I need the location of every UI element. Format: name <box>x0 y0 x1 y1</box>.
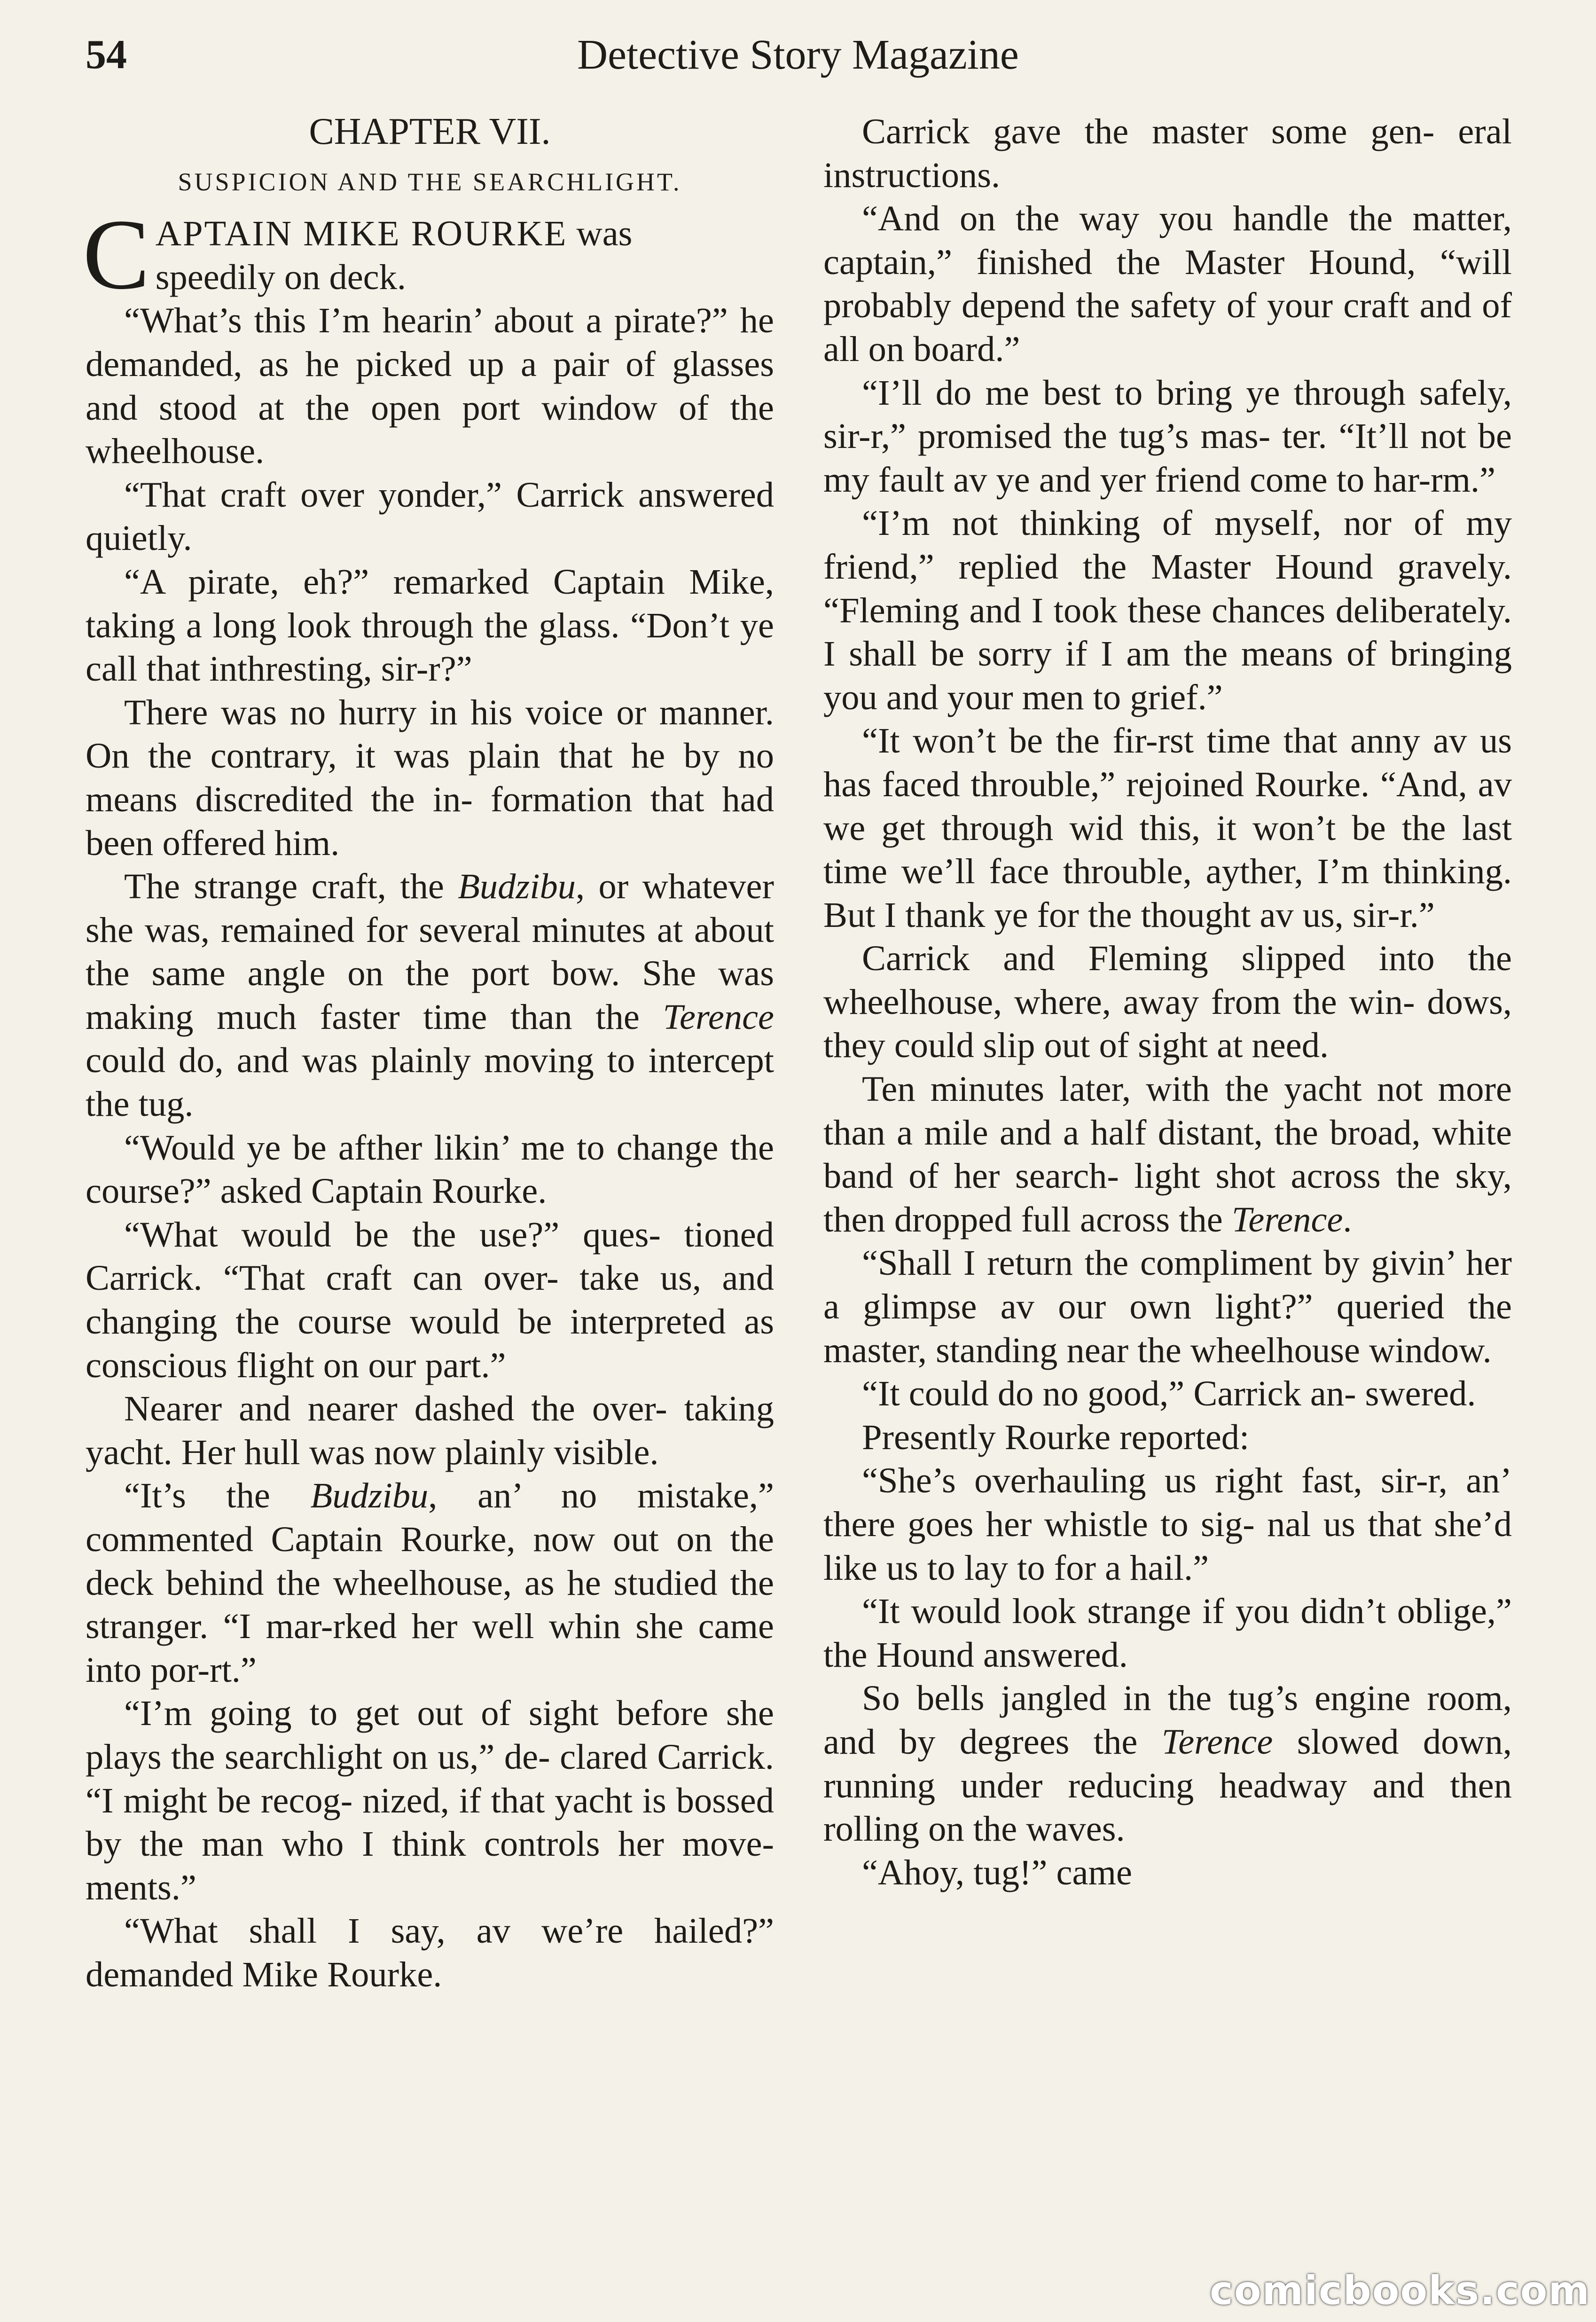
paragraph: So bells jangled in the tug’s engine room, and by degrees the Terence slowed down, running under reducing headway and then rolling on the waves. <box>823 1678 1512 1849</box>
paragraph: Presently Rourke reported: <box>862 1417 1250 1457</box>
right-column <box>823 110 1512 1894</box>
watermark: comicbooks.com <box>1210 2267 1590 2314</box>
opening-paragraph <box>83 199 774 311</box>
paragraph: “It won’t be the fir-rst time that anny av us has faced throuble,” rejoined Rourke. “And, av we get through wid this, it won’t be the last time we’ll face throuble, ayther, I’m thinking. But I thank ye for the thought av us, sir-r.” <box>823 721 1512 935</box>
paragraph: “That craft over yonder,” Carrick answered quietly. <box>86 474 774 558</box>
paragraph: Ten minutes later, with the yacht not more than a mile and a half distant, the broad, white band of her search- light shot across the sky, then dropped full across the Terence. <box>823 1069 1512 1239</box>
paragraph: There was no hurry in his voice or manner. On the contrary, it was plain that he by no means discredited the in- formation that had been offered him. <box>86 692 774 863</box>
paragraph: “What’s this I’m hearin’ about a pirate?” he demanded, as he picked up a pair of glasses and stood at the open port window of the wheelhouse. <box>86 300 774 471</box>
paragraph: Carrick gave the master some gen- eral instructions. <box>823 111 1512 195</box>
paragraph: “Ahoy, tug!” came <box>862 1852 1132 1892</box>
paragraph: “Would ye be afther likin’ me to change the course?” asked Captain Rourke. <box>86 1127 774 1211</box>
chapter-title: CHAPTER VII. <box>309 111 551 152</box>
paragraph: “It could do no good,” Carrick an- swered. <box>862 1373 1476 1414</box>
paragraph: “I’ll do me best to bring ye through safely, sir-r,” promised the tug’s mas- ter. “It’ll not be my fault av ye and yer friend come to har-rm.” <box>823 372 1512 500</box>
opening-rest: was <box>567 213 633 254</box>
paragraph: Nearer and nearer dashed the over- taking yacht. Her hull was now plainly visible. <box>86 1388 774 1472</box>
paragraph: “And on the way you handle the matter, captain,” finished the Master Hound, “will probably depend the safety of your craft and of all on board.” <box>823 198 1512 369</box>
paragraph: “I’m not thinking of myself, nor of my friend,” replied the Master Hound gravely. “Fleming and I took these chances deliberately. I shall be sorry if I am the means of bringing you and your men to grief.” <box>823 503 1512 717</box>
paragraph: “A pirate, eh?” remarked Captain Mike, taking a long look through the glass. “Don’t ye call that inthresting, sir-r?” <box>86 561 774 689</box>
paragraph: “It’s the Budzibu, an’ no mistake,” commented Captain Rourke, now out on the deck behind the wheelhouse, as he studied the stranger. “I mar-rked her well whin she came into por-rt.” <box>86 1475 774 1690</box>
paragraph: “What shall I say, av we’re hailed?” demanded Mike Rourke. <box>86 1911 774 1994</box>
running-title: Detective Story Magazine <box>577 31 1019 78</box>
paragraph: The strange craft, the Budzibu, or whatever she was, remained for several minutes at about the same angle on the port bow. She was making much faster time than the Terence could do, and was plainly moving to intercept the tug. <box>86 866 774 1124</box>
paragraph: Carrick and Fleming slipped into the wheelhouse, where, away from the win- dows, they could slip out of sight at need. <box>823 938 1512 1066</box>
chapter-subtitle: SUSPICION AND THE SEARCHLIGHT. <box>178 167 682 196</box>
page-header <box>0 29 1596 81</box>
paragraph: “What would be the use?” ques- tioned Carrick. “That craft can over- take us, and changing the course would be interpreted as conscious flight on our part.” <box>86 1214 774 1385</box>
paragraph: “It would look strange if you didn’t oblige,” the Hound answered. <box>823 1591 1512 1675</box>
left-column <box>83 110 774 1997</box>
opening-line2: speedily on deck. <box>155 257 406 297</box>
paragraph: “I’m going to get out of sight before she plays the searchlight on us,” de- clared Carrick. “I might be recog- nized, if that yacht is bossed by the man who I think controls her move- ments.” <box>86 1693 774 1907</box>
page-number: 54 <box>86 32 127 78</box>
paragraph: “Shall I return the compliment by givin’ her a glimpse av our own light?” queried the master, standing near the wheelhouse window. <box>823 1243 1512 1370</box>
drop-cap: C <box>83 199 150 311</box>
opening-caps: APTAIN MIKE ROURKE <box>155 213 568 254</box>
paragraph: “She’s overhauling us right fast, sir-r, an’ there goes her whistle to sig- nal us that she’d like us to lay to for a hail.” <box>823 1460 1512 1588</box>
